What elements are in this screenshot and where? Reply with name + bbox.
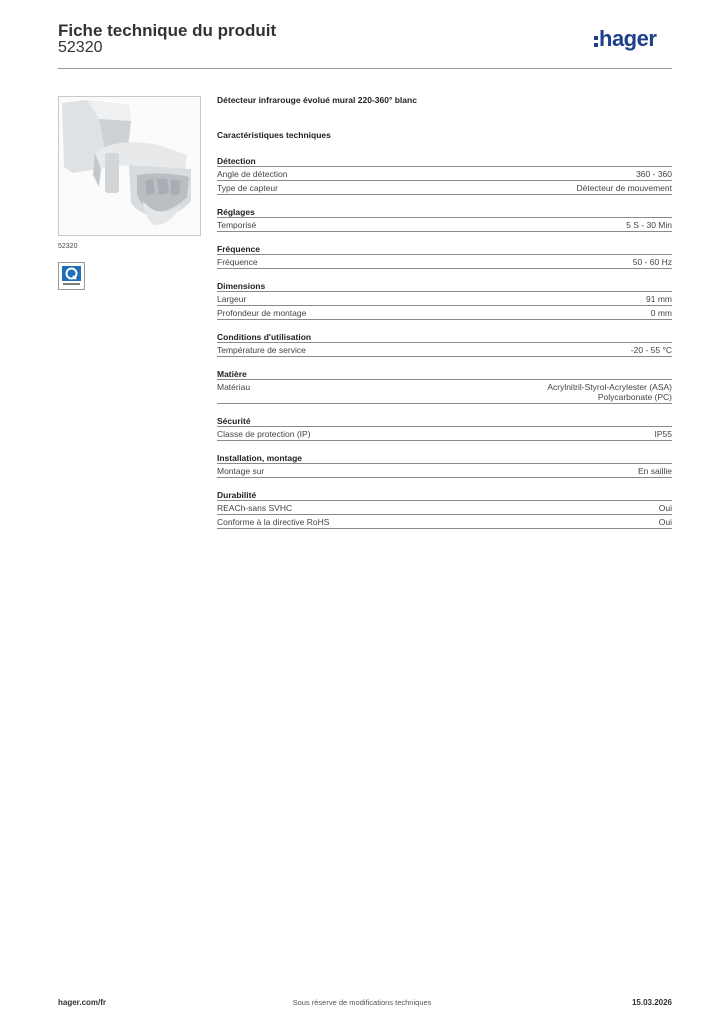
spec-row — [217, 255, 672, 269]
spec-section — [217, 490, 672, 529]
tech-heading: Caractéristiques techniques — [217, 130, 331, 140]
spec-label: Temporisé — [217, 220, 257, 230]
spec-label: Angle de détection — [217, 169, 288, 179]
spec-value-line: 0 mm — [650, 308, 672, 318]
footer-notice: Sous réserve de modifications techniques — [292, 998, 432, 1007]
spec-value — [659, 517, 672, 527]
spec-value — [636, 169, 672, 179]
section-title: Durabilité — [217, 490, 672, 501]
spec-row — [217, 343, 672, 357]
spec-label: Température de service — [217, 345, 306, 355]
spec-value — [659, 503, 672, 513]
spec-value — [631, 345, 672, 355]
product-title: Détecteur infrarouge évolué mural 220-360° blanc — [217, 95, 417, 105]
spec-row — [217, 306, 672, 320]
spec-section — [217, 453, 672, 478]
spec-row — [217, 181, 672, 195]
spec-value — [633, 257, 672, 267]
spec-value — [655, 429, 673, 439]
spec-label: Classe de protection (IP) — [217, 429, 311, 439]
spec-label: REACh-sans SVHC — [217, 503, 293, 513]
spec-row — [217, 167, 672, 181]
spec-value-line: IP55 — [654, 429, 672, 439]
spec-value-line: -20 - 55 °C — [630, 345, 672, 355]
spec-value-line: En saillie — [637, 466, 672, 476]
spec-label: Profondeur de montage — [217, 308, 307, 318]
logo-text: hager — [599, 26, 657, 51]
spec-label: Montage sur — [217, 466, 265, 476]
spec-value-line: Détecteur de mouvement — [576, 183, 672, 193]
spec-row — [217, 292, 672, 306]
spec-row — [217, 515, 672, 529]
spec-value-line: Oui — [658, 503, 672, 513]
spec-value — [577, 183, 672, 193]
section-title: Matière — [217, 369, 672, 380]
spec-value-line: 50 - 60 Hz — [632, 257, 672, 267]
section-title: Réglages — [217, 207, 672, 218]
spec-row — [217, 427, 672, 441]
spec-section — [217, 281, 672, 320]
spec-value-line: 360 - 360 — [636, 169, 672, 179]
product-reference: 52320 — [58, 39, 103, 56]
spec-row — [217, 218, 672, 232]
spec-section — [217, 244, 672, 269]
page-title: Fiche technique du produit — [58, 21, 277, 40]
spec-sections — [217, 156, 672, 529]
header-divider — [58, 68, 672, 69]
spec-label: Conforme à la directive RoHS — [217, 517, 330, 527]
spec-section — [217, 207, 672, 232]
section-title: Installation, montage — [217, 453, 672, 464]
spec-label: Type de capteur — [217, 183, 278, 193]
motion-detector-image — [59, 97, 200, 235]
spec-section — [217, 156, 672, 195]
spec-row — [217, 464, 672, 478]
section-title: Sécurité — [217, 416, 672, 427]
quality-label-icon — [58, 262, 85, 290]
spec-value — [638, 466, 672, 476]
product-image — [58, 96, 201, 236]
section-title: Fréquence — [217, 244, 672, 255]
spec-value-line: 5 S - 30 Min — [626, 220, 672, 230]
spec-row — [217, 501, 672, 515]
spec-section — [217, 332, 672, 357]
spec-value-line: Acrylnitril-Styrol-Acrylester (ASA) — [547, 382, 672, 392]
image-caption-reference: 52320 — [58, 243, 78, 250]
spec-section — [217, 369, 672, 404]
spec-value — [626, 220, 672, 230]
spec-value-line: 91 mm — [646, 294, 672, 304]
spec-label: Matériau — [217, 382, 251, 392]
section-title: Conditions d'utilisation — [217, 332, 672, 343]
footer-website[interactable]: hager.com/fr — [58, 998, 107, 1007]
hager-logo — [594, 26, 656, 52]
spec-value-line: Polycarbonate (PC) — [597, 392, 672, 402]
spec-section — [217, 416, 672, 441]
spec-value — [547, 382, 672, 402]
section-title: Détection — [217, 156, 672, 167]
section-title: Dimensions — [217, 281, 672, 292]
footer-date: 15.03.2026 — [631, 998, 672, 1007]
product-details — [217, 95, 672, 529]
spec-value-line: Oui — [658, 517, 672, 527]
spec-label: Fréquence — [217, 257, 258, 267]
spec-value — [646, 294, 672, 304]
logo-dots-icon — [594, 36, 598, 47]
spec-row — [217, 380, 672, 404]
spec-value — [651, 308, 672, 318]
spec-label: Largeur — [217, 294, 247, 304]
